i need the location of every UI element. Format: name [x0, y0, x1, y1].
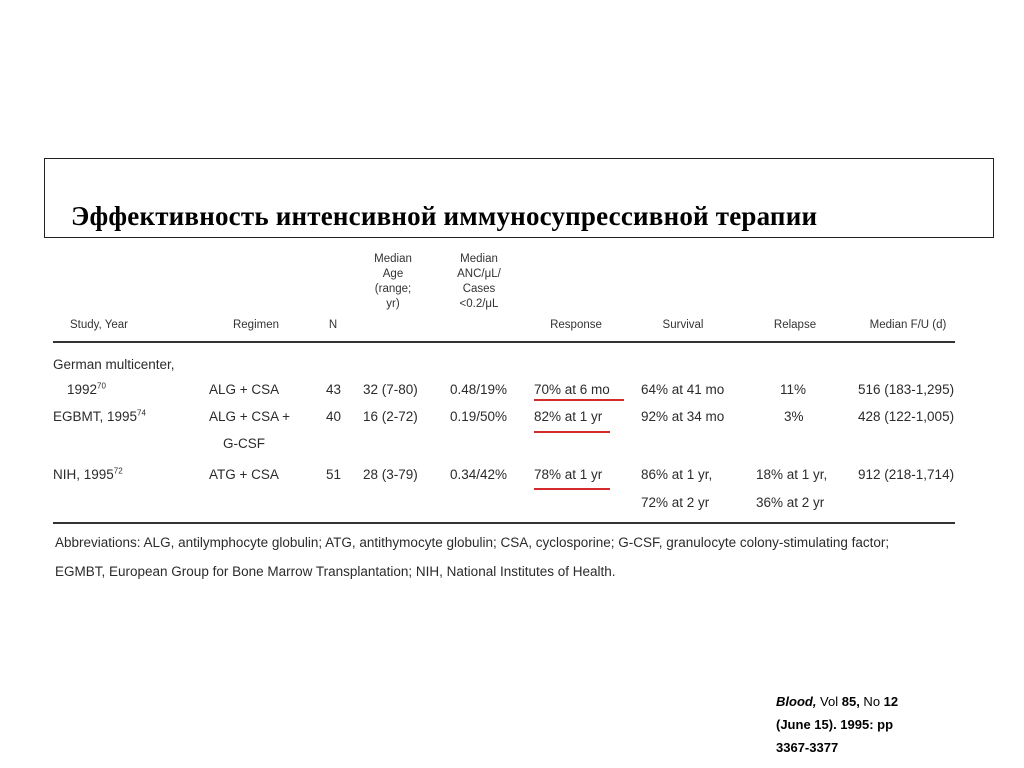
- cell-study: [53, 408, 146, 426]
- header-rule: [53, 341, 955, 343]
- slide-title: Эффективность интенсивной иммуносупрессивной терапии: [71, 201, 818, 231]
- citation-line-1: [776, 690, 898, 713]
- cell-anc: 0.34/42%: [450, 467, 508, 482]
- cell-relapse: 11%: [780, 382, 807, 397]
- cell-study: [67, 381, 106, 399]
- cell-survival: 72% at 2 yr: [641, 495, 710, 510]
- cell-regimen: G-CSF: [223, 436, 265, 451]
- citation: [776, 690, 898, 759]
- cell-age: 28 (3-79): [363, 467, 418, 482]
- header-followup: Median F/U (d): [869, 319, 947, 331]
- study-name: EGBMT, 1995: [53, 409, 138, 424]
- cell-followup: 912 (218-1,714): [858, 467, 955, 482]
- response-highlight-underline: [534, 399, 624, 401]
- journal-name: Blood,: [776, 694, 817, 709]
- response-highlight-underline: [534, 488, 610, 490]
- cell-age: 16 (2-72): [363, 409, 418, 424]
- reference-superscript: 74: [137, 408, 146, 418]
- cell-n: 43: [326, 382, 342, 397]
- cell-regimen: ALG + CSA: [209, 382, 280, 397]
- study-name: NIH, 1995: [53, 467, 114, 482]
- cell-followup: 428 (122-1,005): [858, 409, 955, 424]
- cell-relapse: 18% at 1 yr,: [756, 467, 828, 482]
- cell-anc: 0.19/50%: [450, 409, 508, 424]
- response-highlight-underline: [534, 431, 610, 433]
- header-survival: Survival: [662, 319, 704, 331]
- cell-survival: 86% at 1 yr,: [641, 467, 713, 482]
- cell-age: 32 (7-80): [363, 382, 418, 397]
- volume: 85,: [841, 694, 860, 709]
- cell-relapse: 36% at 2 yr: [756, 495, 825, 510]
- header-anc-line: ANC/μL/: [457, 268, 501, 280]
- citation-line-3: 3367-3377: [776, 740, 839, 755]
- header-response: Response: [550, 319, 602, 331]
- header-age-line: yr): [386, 298, 400, 310]
- footer-rule: [53, 522, 955, 524]
- abbreviations-line: Abbreviations: ALG, antilymphocyte globulin; ATG, antithymocyte globulin; CSA, cyclosporine; G-CSF, granulocyte colony-stimulating factor;: [55, 535, 890, 550]
- cell-response: 78% at 1 yr: [534, 467, 603, 482]
- issue: 12: [883, 694, 899, 709]
- cell-n: 51: [326, 467, 342, 482]
- cell-regimen: ALG + CSA +: [209, 409, 291, 424]
- cell-n: 40: [326, 409, 342, 424]
- vol-label: Vol: [816, 694, 842, 709]
- results-table: [53, 248, 955, 588]
- reference-superscript: 72: [113, 466, 123, 476]
- header-anc-line: Median: [460, 253, 498, 265]
- cell-relapse: 3%: [784, 409, 804, 424]
- cell-study: [53, 466, 123, 484]
- header-age-line: Age: [382, 268, 404, 280]
- cell-response: 82% at 1 yr: [534, 409, 603, 424]
- header-anc-line: <0.2/μL: [459, 298, 499, 310]
- header-age-line: Median: [374, 253, 412, 265]
- header-study: Study, Year: [70, 319, 128, 331]
- no-label: No: [859, 694, 884, 709]
- reference-superscript: 70: [97, 381, 106, 391]
- cell-survival: 92% at 34 mo: [641, 409, 725, 424]
- header-relapse: Relapse: [773, 319, 817, 331]
- cell-survival: 64% at 41 mo: [641, 382, 725, 397]
- study-year: 1992: [67, 382, 98, 397]
- cell-followup: 516 (183-1,295): [858, 382, 955, 397]
- citation-line-2: (June 15). 1995: pp: [776, 717, 894, 732]
- header-anc-line: Cases: [462, 283, 496, 295]
- title-box: [44, 158, 994, 238]
- abbreviations-line: EGMBT, European Group for Bone Marrow Transplantation; NIH, National Institutes of Health.: [55, 564, 616, 579]
- header-regimen: Regimen: [232, 319, 280, 331]
- header-age-line: (range;: [374, 283, 412, 295]
- header-n: N: [328, 319, 338, 331]
- cell-study: German multicenter,: [53, 357, 175, 372]
- header-anc: [439, 252, 519, 312]
- header-age: [353, 252, 433, 312]
- cell-anc: 0.48/19%: [450, 382, 508, 397]
- cell-regimen: ATG + CSA: [209, 467, 279, 482]
- cell-response: 70% at 6 mo: [534, 382, 610, 397]
